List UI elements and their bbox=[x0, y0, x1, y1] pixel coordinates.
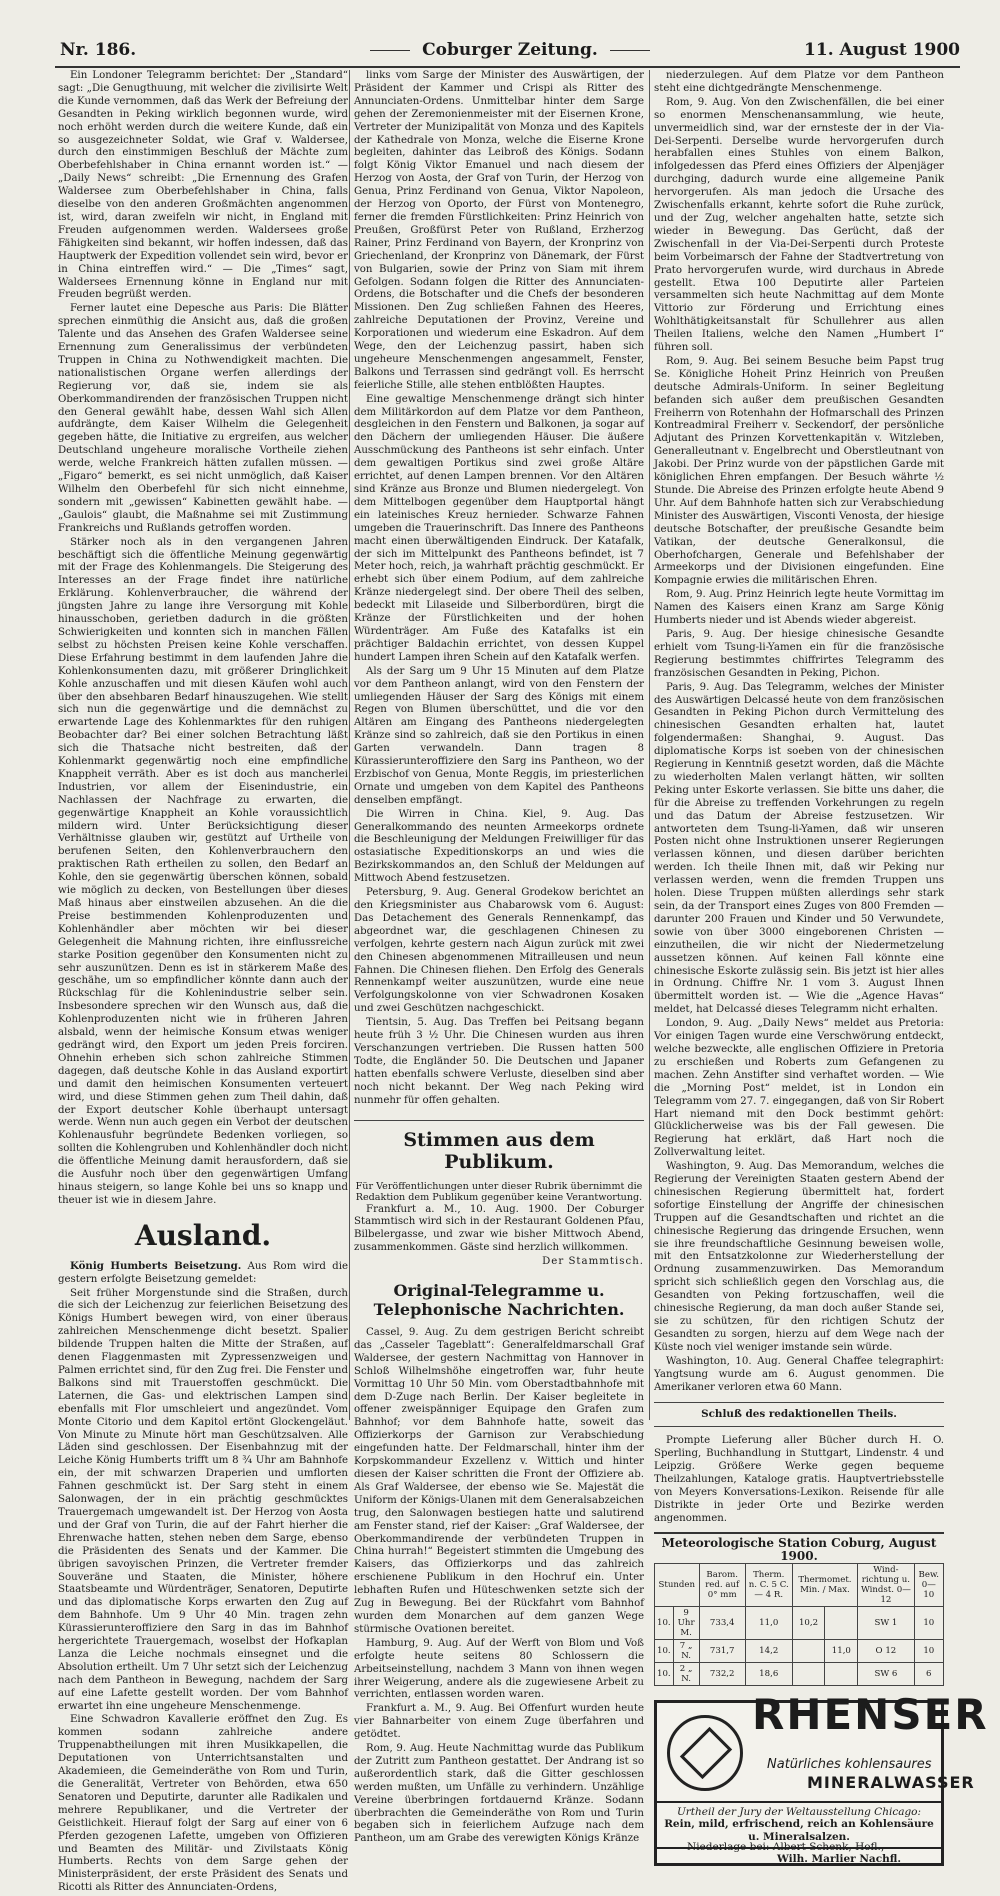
article-paragraph: Eine gewaltige Menschenmenge drängt sich hinter dem Militärkordon auf dem Platze vor dem Pantheon, desgleichen in den Fenstern und Balkonen, ja sogar auf den Dächern der umliegenden Häuser. Die äußere Ausschmückung des Pantheons ist sehr einfach. Unter dem gewaltigen Portikus sind zwei große Altäre errichtet, auf denen Lampen brennen. Vor den Altären sind Kränze aus Bronze und Blumen niedergelegt. Von dem Mittelbogen gegenüber dem Hauptportal hängt ein lateinisches Kreuz hernieder. Schwarze Fahnen umgeben die Trauerinschrift. Das Innere des Pantheons macht einen überwältigenden Eindruck. Der Katafalk, der sich im Mittelpunkt des Pantheons befindet, ist 7 Meter hoch, reich, ja wahrhaft prächtig geschmückt. Er erhebt sich über einem Podium, auf dem zahlreiche Kränze niedergelegt sind. Der obere Theil des selben, bedeckt mit Lilaseide und Silberbordüren, birgt die Kränze der Fürstlichkeiten und der hohen Würdenträger. Am Fuße des Katafalks ist ein prächtiger Baldachin errichtet, von dessen Kuppel hundert Lampen ihren Schein auf den Katafalk werfen. bbox=[354, 393, 644, 663]
weather-table-row bbox=[655, 1639, 944, 1662]
weather-table-cell: 2 „ N. bbox=[673, 1662, 699, 1685]
weather-col-header: Thermomet. Min. / Max. bbox=[792, 1563, 858, 1606]
article-paragraph: Washington, 10. Aug. General Chaffee telegraphirt: Yangtsung wurde am 6. August genommen. Die Amerikaner verloren etwa 60 Mann. bbox=[654, 1355, 944, 1393]
ad-product: MINERALWASSER bbox=[807, 1772, 975, 1792]
weather-table-cell: 10. bbox=[655, 1639, 674, 1662]
article-paragraph: Petersburg, 9. Aug. General Grodekow berichtet an den Kriegsminister aus Chabarowsk vom 6. August: Das Detachement des Generals Rennenkampf, das abgeordnet war, die geschlagenen Chinesen zu verfolgen, kehrte gestern nach Aigun zurück mit zwei den Chinesen abgenommenen Mitrailleusen und neun Fahnen. Die Chinesen fliehen. Den Erfolg des Generals Rennenkampf weiter auszunützen, wurde eine neue Verfolgungskolonne von vier Schwadronen Kosaken und zwei Geschützen nachgeschickt. bbox=[354, 887, 644, 1015]
column-2 bbox=[354, 70, 644, 1847]
article-paragraph bbox=[58, 1260, 348, 1287]
weather-table-cell: 9 Uhr M. bbox=[673, 1606, 699, 1639]
weather-table-title: Meteorologische Station Coburg, August 1900. bbox=[654, 1532, 944, 1563]
weather-table-cell bbox=[792, 1639, 825, 1662]
rubric-disclaimer: Für Veröffentlichungen unter dieser Rubrik übernimmt die Redaktion dem Publikum gegenüber keine Verantwortung. bbox=[355, 1180, 643, 1203]
weather-table-header-row bbox=[655, 1563, 944, 1606]
weather-col-header: Barom. red. auf 0° mm bbox=[699, 1563, 745, 1606]
weather-table-cell: 6 bbox=[914, 1662, 943, 1685]
weather-table-cell: 10,2 bbox=[792, 1606, 825, 1639]
article-paragraph: Rom, 9. Aug. Von den Zwischenfällen, die bei einer so enormen Menschenansammlung, wie heute, unvermeidlich sind, war der ernsteste der in der Via-Dei-Serpenti. Derselbe wurde hervorgerufen durch herabfallen eines Stuhles von einem Balkon, infolgedessen das Pferd eines Offiziers der Alpenjäger durchging, dadurch wurde eine allgemeine Panik hervorgerufen. Als man jedoch die Ursache des Zwischenfalls erkannt, kehrte sofort die Ruhe zurück, und der Zug, welcher angehalten hatte, setzte sich wieder in Bewegung. Das Gerücht, daß der Zwischenfall in der Via-Dei-Serpenti durch Proteste beim Vorbeimarsch der Fahne der Stadtvertretung von Prato hervorgerufen wurde, wird durchaus in Abrede gestellt. Etwa 100 Deputirte aller Parteien versammelten sich heute Nachmittag auf dem Monte Vittorio zur Förderung und Errichtung eines Wohlthätigkeitsanstalt für Schullehrer aus allen Theilen Italiens, welche den Namen „Humbert I“ führen soll. bbox=[654, 96, 944, 354]
weather-table-cell: 10. bbox=[655, 1662, 674, 1685]
editorial-end-notice: Schluß des redaktionellen Theils. bbox=[654, 1402, 944, 1427]
article-paragraph: Washington, 9. Aug. Das Memorandum, welches die Regierung der Vereinigten Staaten gestern Abend der chinesischen Regierung übermittelt hat, fordert sofortige Einstellung der Angriffe der chinesischen Truppen auf die Gesandtschaften und richtet an die chinesische Regierung das dringende Ersuchen, wenn sie ihre freundschaftliche Gesinnung beweisen wolle, mit den Entsatzkolonne zur Wiederherstellung der Ordnung zusammenzuwirken. Das Memorandum spricht sich schließlich gegen den Vorschlag aus, die Gesandten von Peking fortzuschaffen, weil die chinesische Regierung, da man doch außer Stande sei, sie zu schützen, für den richtigen Schutz der Gesandten zu sorgen, hierzu auf dem Wege nach der Küste noch viel weniger imstande sein würde. bbox=[654, 1161, 944, 1353]
weather-table-cell: 731,7 bbox=[699, 1639, 745, 1662]
weather-table-cell bbox=[825, 1606, 858, 1639]
article-paragraph: Paris, 9. Aug. Das Telegramm, welches der Minister des Auswärtigen Delcassé heute von dem französischen Gesandten in Peking Pichon durch Vermittelung des chinesischen Gesandten erhalten hat, lautet folgendermaßen: Shanghai, 9. August. Das diplomatische Korps ist soeben von der chinesischen Regierung in Kenntniß gesetzt worden, daß die Mächte zu wiederholten Malen verlangt hätten, wir sollten Peking unter Eskorte verlassen. Sie bitte uns daher, die für die Abreise zu treffenden Vorkehrungen zu regeln und das Datum der Abreise festzusetzen. Wir antworteten dem Tsung-li-Yamen, daß wir unseren Posten nicht ohne Instruktionen unserer Regierungen verlassen können, und diesen darüber berichten werden. Ich theile Ihnen mit, daß wir Peking nur verlassen werden, wenn die fremden Truppen uns holen. Diese Truppen müßten allerdings sehr stark sein, da der Transport eines Zuges von 800 Fremden — darunter 200 Frauen und Kinder und 50 Verwundete, sowie von über 3000 eingeborenen Christen — einzutheilen, die wir nicht der Niedermetzelung aussetzen können. Auf keinen Fall könnte eine chinesische Eskorte zulässig sein. Bis jetzt ist hier alles in Ordnung. Chiffre Nr. 1 vom 3. August Ihnen übermittelt worden ist. — Wie die „Agence Havas“ meldet, hat Delcassé dieses Telegramm nicht erhalten. bbox=[654, 681, 944, 1016]
article-paragraph: Eine Schwadron Kavallerie eröffnet den Zug. Es kommen sodann zahlreiche andere Truppenabtheilungen mit ihren Musikkapellen, die Deputationen von Unterrichtsanstalten und Akademieen, die Gemeinderäthe von Rom und Turin, die Generalität, Vertreter von Behörden, etwa 650 Senatoren und Deputirte, darunter alle Radikalen und mehrere Republikaner, und die Vertreter der Geistlichkeit. Hierauf folgt der Sarg auf einer von 6 Pferden gezogenen Lafette, umgeben von Offizieren und Beamten des Militär- und Zivilstaats König Humberts. Rechts von dem Sarge gehen der Ministerpräsident, der erste Präsident des Senats und Ricotti als Ritter des Annunciaten-Ordens, bbox=[58, 1714, 348, 1894]
weather-table-cell: 10 bbox=[914, 1606, 943, 1639]
weather-table-cell bbox=[792, 1662, 825, 1685]
weather-col-header: Wind-richtung u. Windst. 0—12 bbox=[858, 1563, 914, 1606]
article-paragraph: Ein Londoner Telegramm berichtet: Der „Standard“ sagt: „Die Genugthuung, mit welcher die zivilisirte Welt die Kunde vernommen, daß das Werk der Befreiung der Gesandten in Peking wirklich begonnen wurde, wird noch erhöht werden durch die weitere Kunde, daß ein so ausgezeichneter Soldat, wie Graf v. Waldersee, durch den einstimmigen Beschluß der Mächte zum Oberbefehlshaber in China ernannt worden ist.“ — „Daily News“ schreibt: „Die Ernennung des Grafen Waldersee zum Oberbefehlshaber in China, falls dieselbe von den anderen Großmächten angenommen ist, wird, daran zweifeln wir nicht, in England mit Freuden aufgenommen werden. Waldersees große Fähigkeiten sind bekannt, wir hoffen indessen, daß das Hauptwerk der Expedition vollendet sein wird, bevor er in China eintreffen wird.“ — Die „Times“ sagt, Waldersees Ernennung könne in England nur mit Freuden begrüßt werden. bbox=[58, 70, 348, 301]
weather-table-body bbox=[655, 1606, 944, 1685]
article-paragraph: Die Wirren in China. Kiel, 9. Aug. Das Generalkommando des neunten Armeekorps ordnete die Beschleunigung der Meldungen Freiwilliger für das ostasiatische Expeditionskorps an und wies die Bezirkskommandos an, den Schluß der Meldungen auf Mittwoch Abend festzusetzen. bbox=[354, 808, 644, 885]
column-1 bbox=[58, 70, 348, 1896]
rhenser-advertisement bbox=[654, 1689, 989, 1866]
weather-table-cell: SW 1 bbox=[858, 1606, 914, 1639]
signature: Der Stammtisch. bbox=[542, 1256, 644, 1268]
column-divider bbox=[649, 70, 650, 1420]
issue-date: 11. August 1900 bbox=[804, 40, 960, 60]
weather-col-header: Stunden bbox=[655, 1563, 700, 1606]
weather-table-cell: SW 6 bbox=[858, 1662, 914, 1685]
section-heading-telegramme: Original-Telegramme u. Telephonische Nachrichten. bbox=[373, 1281, 625, 1320]
article-paragraph: Tientsin, 5. Aug. Das Treffen bei Peitsang begann heute früh 3 ½ Uhr. Die Chinesen wurden aus ihren Verschanzungen vertrieben. Die Russen hatten 500 Todte, die Engländer 50. Die Deutschen und Japaner hatten ebenfalls schwere Verluste, dieselben sind aber noch nicht bekannt. Der Weg nach Peking wird nunmehr für offen gehalten. bbox=[354, 1017, 644, 1106]
weather-col-header: Bew. 0—10 bbox=[914, 1563, 943, 1606]
ad-jury-text: Urtheil der Jury der Weltausstellung Chicago: bbox=[676, 1805, 922, 1818]
article-paragraph: Rom, 9. Aug. Prinz Heinrich legte heute Vormittag im Namen des Kaisers einen Kranz am Sarge König Humberts nieder und ist Abends wieder abgereist. bbox=[654, 589, 944, 627]
ad-subtitle: Natürliches kohlensaures bbox=[767, 1756, 932, 1772]
article-paragraph: London, 9. Aug. „Daily News“ meldet aus Pretoria: Vor einigen Tagen wurde eine Verschwörung entdeckt, welche bezweckte, alle englischen Offiziere in Pretoria zu erschießen und Roberts zum Gefangenen zu machen. Zehn Anstifter sind verhaftet worden. — Wie die „Morning Post“ meldet, ist in London ein Telegramm vom 27. 7. eingegangen, daß von Sir Robert Hart niemand mit den Dock bestimmt gehört: Glücklicherweise was bis der Fall gewesen. Die Regierung hat erklärt, daß Hart noch die Zollverwaltung leitet. bbox=[654, 1018, 944, 1159]
article-paragraph: Ferner lautet eine Depesche aus Paris: Die Blätter sprechen einmüthig die Ansicht aus, daß die großen Talente und das Ansehen des Grafen Waldersee seine Ernennung zum Generalissimus der verbündeten Truppen in China zu Nothwendigkeit machten. Die nationalistischen Organe werfen allerdings der Regierung vor, daß sie, indem sie als Oberkommandirenden der französischen Truppen nicht den General gewählt habe, dessen Wahl sich Allen aufdrängte, dem Kaiser Wilhelm die Gelegenheit gegeben hätte, die Initiative zu ergreifen, aus welcher Deutschland ungeheure moralische Vortheile ziehen werde, welche Frankreich hätten zufallen müssen. — „Figaro“ bemerkt, es sei nicht unmöglich, daß Kaiser Wilhelm den Oberbefehl für sich nicht einnehme, sondern mit „gewissen“ Kabinetten gewählt habe. — „Gaulois“ glaubt, die Maßnahme sei mit Zustimmung Frankreichs und Rußlands getroffen worden. bbox=[58, 303, 348, 534]
article-paragraph: Rom, 9. Aug. Heute Nachmittag wurde das Publikum der Zutritt zum Pantheon gestattet. Der Andrang ist so außerordentlich stark, daß die Gitter geschlossen werden mußten, um Unfälle zu verhindern. Unzählige Vereine überbringen fortdauernd Kränze. Sodann überbrachten die Gemeinderäthe von Rom und Turin begaben sich in feierlichem Aufzuge nach dem Pantheon, um am Grabe des verewigten Königs Kränze bbox=[354, 1743, 644, 1845]
issue-number: Nr. 186. bbox=[60, 40, 137, 60]
masthead bbox=[60, 40, 960, 64]
column-divider bbox=[349, 70, 350, 1420]
advertisement-text: Prompte Lieferung aller Bücher durch H. O. Sperling, Buchhandlung in Stuttgart, Lindenstr. 4 und Leipzig. Größere Werke gegen bequeme Theilzahlungen, Kataloge gratis. Hauptvertriebsstelle von Meyers Konversations-Lexikon. Reisende für alle Distrikte in jeder Orte und Bezirke werden angenommen. bbox=[654, 1435, 944, 1524]
weather-table-cell: 11,0 bbox=[825, 1639, 858, 1662]
weather-table-cell: 732,2 bbox=[699, 1662, 745, 1685]
article-paragraph: Seit früher Morgenstunde sind die Straßen, durch die sich der Leichenzug zur feierlichen Beisetzung des Königs Humbert bewegen wird, von einer überaus zahlreichen Menschenmenge dicht besetzt. Spalier bildende Truppen halten die Mitte der Straßen, auf denen Flaggenmasten mit Zypressenzweigen und Palmen errichtet sind, für den Zug frei. Die Fenster und Balkons sind mit Trauerstoffen geschmückt. Die Laternen, die Gas- und elektrischen Lampen sind ebenfalls mit Flor umschleiert und angezündet. Vom Monte Citorio und dem Kapitol ertönt Glockengeläut. Von Minute zu Minute hört man Geschützsalven. Alle Läden sind geschlossen. Der Eisenbahnzug mit der Leiche König Humberts trifft um 8 ¾ Uhr am Bahnhofe ein, der mit schwarzen Draperien und umflorten Fahnen geschmückt ist. Der Sarg steht in einem Salonwagen, der in ein prächtig geschmücktes Trauergemach umgewandelt ist. Der Herzog von Aosta und der Graf von Turin, die auf der Fahrt hierher die Ehrenwache hatten, stehen neben dem Sarge, ebenso die Präsidenten des Senats und der Kammer. Die übrigen savoyischen Prinzen, die Vertreter fremder Souveräne und Staaten, die Minister, höhere Staatsbeamte und Würdenträger, Senatoren, Deputirte und das diplomatische Korps erwarten den Zug auf dem Bahnhofe. Um 9 Uhr 40 Min. tragen zehn Kürassierunteroffiziere den Sarg in das im Bahnhof hergerichtete Trauergemach, woselbst der Hofkaplan Lanza die Leiche nochmals einsegnet und die Absolution ertheilt. Um 7 Uhr setzt sich der Leichenzug nach dem Pantheon in Bewegung, nachdem der Sarg auf eine Lafette gestellt worden. Der vom Bahnhof erwartet ihn eine ungeheure Menschenmenge. bbox=[58, 1287, 348, 1712]
weather-table-row bbox=[655, 1606, 944, 1639]
weather-table-cell: 11,0 bbox=[745, 1606, 792, 1639]
article-paragraph: Paris, 9. Aug. Der hiesige chinesische Gesandte erhielt vom Tsung-li-Yamen ein für die französische Regierung bestimmtes chiffrirtes Telegramm des französischen Gesandten in Peking, Pichon. bbox=[654, 628, 944, 679]
column-3 bbox=[654, 70, 989, 1866]
article-paragraph: Hamburg, 9. Aug. Auf der Werft von Blom und Voß erfolgte heute seitens 80 Schlossern die Arbeitseinstellung, nachdem 3 Mann von ihnen wegen ihrer Weigerung, andere als die zugewiesene Arbeit zu verrichten, entlassen worden waren. bbox=[354, 1637, 644, 1701]
article-paragraph: Frankfurt a. M., 10. Aug. 1900. Der Coburger Stammtisch wird sich in der Restaurant Goldenen Pfau, Bilbelergasse, und zwar wie bisher Mittwoch Abend, zusammenkommen. Gäste sind herzlich willkommen. bbox=[354, 1203, 644, 1254]
ad-quality-text: Rein, mild, erfrischend, reich an Kohlensäure u. Mineralsalzen. bbox=[664, 1818, 934, 1844]
section-heading-stimmen: Stimmen aus dem Publikum. bbox=[354, 1120, 644, 1173]
rhenser-logo bbox=[667, 1715, 743, 1791]
article-paragraph: Stärker noch als in den vergangenen Jahren beschäftigt sich die öffentliche Meinung gegenwärtig mit der Frage des Kohlenmangels. Die Steigerung des Interesses an der Frage findet ihre natürliche Erklärung. Kohlenverbraucher, die während der jüngsten Jahre zu lange ihre Versorgung mit Kohle hinausschoben, gerietben dadurch in die größten Schwierigkeiten und konnten sich in manchen Fällen selbst zu höchsten Preisen keine Kohle verschaffen. Diese Erfahrung bestimmt in dem laufenden Jahre die Kohlenkonsumenten dazu, mit größerer Dringlichkeit Kohle anzuschaffen und mit diesen Käufen wohl auch über den absehbaren Bedarf hinauszugehen. Wie stellt sich nun die gegenwärtige und die demnächst zu erwartende Lage des Kohlenmarktes für den ruhigen Beobachter dar? Bei einer solchen Betrachtung läßt sich die Thatsache nicht bestreiten, daß der Kohlenmarkt gegenwärtig noch eine empfindliche Knappheit verräth. Aber es ist doch aus mancherlei Industrien, vor allem der Eisenindustrie, ein Nachlassen der Nachfrage zu erwarten, die gegenwärtige Knappheit an Kohle voraussichtlich mildern wird. Unter Berücksichtigung dieser Verhältnisse glauben wir, gestützt auf Urtheile von berufenen Seiten, den Kohlenverbrauchern den praktischen Rath ertheilen zu sollen, den Bedarf an Kohle, den sie gegenwärtig überschen können, sobald wie möglich zu decken, von Bestellungen über dieses Maß hinaus aber einstweilen abzusehen. An die die Preise bestimmenden Kohlenproduzenten und Kohlenhändler aber möchten wir bei dieser Gelegenheit die Mahnung richten, ihre einflussreiche starke Position gegenüber den Konsumenten nicht zu sehr auszunützen. Denn es ist in stärkerem Maße des geschähe, um so empfindlicher könnte dann auch der Rückschlag für die Kohlenindustrie selber sein. Insbesondere sprechen wir den Wunsch aus, daß die Kohlenproduzenten nicht wie in früheren Jahren alsbald, wenn der heimische Konsum etwas weniger gedrängt wird, den Export um jeden Preis forciren. Ohnehin erheben sich schon zahlreiche Stimmen dagegen, daß deutsche Kohle in das Ausland exportirt und damit den heimischen Konsumenten verteuert wird, und diese Stimmen gehen zum Theil dahin, daß der Export deutscher Kohle überhaupt untersagt werde. Wenn nun auch gegen ein Verbot der deutschen Kohlenausfuhr begründete Bedenken vorliegen, so sollten die Kohlengruben und Kohlenhändler doch nicht die öffentliche Meinung damit herausfordern, daß sie die Ausfuhr noch über den gegenwärtigen Umfang hinaus steigern, so lange Kohle bei uns so knapp und theuer ist wie in diesem Jahre. bbox=[58, 536, 348, 1206]
weather-table-cell: 7 „ N. bbox=[673, 1639, 699, 1662]
article-paragraph: Als der Sarg um 9 Uhr 15 Minuten auf dem Platze vor dem Pantheon anlangt, wird von den Fenstern der umliegenden Häuser der Sarg des Königs mit einem Regen von Blumen überschüttet, und die vor den Altären am Eingang des Pantheons niedergelegten Kränze sind so zahlreich, daß sie den Portikus in einen Garten verwandeln. Dann tragen 8 Kürassierunteroffiziere den Sarg ins Pantheon, wo der Erzbischof von Genua, Monte Reggis, im priesterlichen Ornate und umgeben von dem Kapitel des Pantheons denselben empfängt. bbox=[354, 665, 644, 806]
weather-table-cell: 733,4 bbox=[699, 1606, 745, 1639]
ad-depot: Niederlage bei: Albert Schenk, Hofl., bbox=[687, 1840, 885, 1853]
section-heading-ausland: Ausland. bbox=[134, 1218, 272, 1252]
weather-table-cell: 10. bbox=[655, 1606, 674, 1639]
article-paragraph: Rom, 9. Aug. Bei seinem Besuche beim Papst trug Se. Königliche Hoheit Prinz Heinrich von Preußen deutsche Admirals-Uniform. In seiner Begleitung befanden sich außer dem preußischen Gesandten Freiherrn von Rotenhahn der Hofmarschall des Prinzen Kontreadmiral Freiherr v. Seckendorf, der persönliche Adjutant des Prinzen Korvettenkapitän v. Witzleben, Generalleutnant v. Engelbrecht und Oberstleutnant von Jakobi. Der Prinz wurde von der päpstlichen Garde mit königlichen Ehren empfangen. Der Besuch währte ½ Stunde. Die Abreise des Prinzen erfolgte heute Abend 9 Uhr. Auf dem Bahnhofe hatten sich zur Verabschiedung Minister des Auswärtigen, Visconti Venosta, der hiesige deutsche Botschafter, der preußische Gesandte beim Vatikan, der deutsche Generalkonsul, die Oberhofchargen, Generale und Befehlshaber der Armeekorps und der Divisionen eingefunden. Eine Kompagnie erwies die militärischen Ehren. bbox=[654, 355, 944, 587]
weather-table-cell: O 12 bbox=[858, 1639, 914, 1662]
article-intro: Aus Rom wird die gestern erfolgte Beisetzung gemeldet: bbox=[58, 1260, 348, 1285]
article-paragraph: links vom Sarge der Minister des Auswärtigen, der Präsident der Kammer und Crispi als Ritter des Annunciaten-Ordens. Unmittelbar hinter dem Sarge gehen der Zeremonienmeister mit der Eisernen Krone, Vertreter der Munizipalität von Monza und des Kapitels der Kathedrale von Monza, welche die Eiserne Krone begleiten, dahinter das Leibroß des Königs. Sodann folgt König Viktor Emanuel und nach diesem der Herzog von Aosta, der Graf von Turin, der Herzog von Genua, Prinz Ferdinand von Genua, Viktor Napoleon, der Herzog von Oporto, der Fürst von Montenegro, ferner die fremden Fürstlichkeiten: Prinz Heinrich von Preußen, Großfürst Peter von Rußland, Erzherzog Rainer, Prinz Ferdinand von Bayern, der Kronprinz von Griechenland, der Kronprinz von Dänemark, der Fürst von Bulgarien, sowie der Prinz von Siam mit ihrem Gefolgen. Sodann folgen die Ritter des Annunciaten-Ordens, die Botschafter und die Chefs der besonderen Missionen. Den Zug schließen Fahnen des Heeres, zahlreiche Deputationen der Provinz, Vereine und Korporationen und wiederum eine Eskadron. Auf dem Wege, den der Leichenzug passirt, haben sich ungeheure Menschenmengen angesammelt, Fenster, Balkons und Terrassen sind gedrängt voll. Es herrscht feierliche Stille, alle stehen entblößten Hauptes. bbox=[354, 70, 644, 391]
masthead-rule bbox=[55, 66, 960, 68]
article-headline: König Humberts Beisetzung. bbox=[70, 1259, 242, 1272]
weather-table-cell: 18,6 bbox=[745, 1662, 792, 1685]
weather-col-header: Therm. n. C. 5 C. — 4 R. bbox=[745, 1563, 792, 1606]
ad-brand-name: RHENSER bbox=[752, 1689, 989, 1739]
article-paragraph: Frankfurt a. M., 9. Aug. Bei Offenfurt wurden heute vier Bahnarbeiter von einem Zuge überfahren und getödtet. bbox=[354, 1703, 644, 1741]
weather-table-cell bbox=[825, 1662, 858, 1685]
weather-table-row bbox=[655, 1662, 944, 1685]
weather-table bbox=[654, 1563, 944, 1686]
ad-depot-2: Wilh. Marlier Nachfl. bbox=[777, 1852, 902, 1865]
weather-table-cell: 14,2 bbox=[745, 1639, 792, 1662]
weather-table-cell: 10 bbox=[914, 1639, 943, 1662]
newspaper-title: Coburger Zeitung. bbox=[390, 40, 630, 60]
article-paragraph: niederzulegen. Auf dem Platze vor dem Pantheon steht eine dichtgedrängte Menschenmenge. bbox=[654, 70, 944, 94]
article-paragraph: Cassel, 9. Aug. Zu dem gestrigen Bericht schreibt das „Casseler Tageblatt“: Generalfeldmarschall Graf Waldersee, der gestern Nachmittag von Hannover in Schloß Wilhelmshöhe eingetroffen war, fuhr heute Vormittag 10 Uhr 50 Min. vom Oberstadtbahnhofe mit dem D-Zuge nach Berlin. Der Kaiser begleitete in offener zweispänniger Equipage den Grafen zum Bahnhof; vor dem Bahnhofe hatte, soweit das Offizierkorps der Garnison zur Verabschiedung eingefunden hatte. Der Feldmarschall, hinter ihm der Korpskommandeur Exzellenz v. Wittich und hinter diesen der Kaiser schritten die Front der Offiziere ab. Als Graf Waldersee, der ebenso wie Se. Majestät die Uniform der Königs-Ulanen mit dem Generalsabzeichen trug, den Salonwagen bestiegen hatte und salutirend am Fenster stand, rief der Kaiser: „Graf Waldersee, der Oberkommandirende der verbündeten Truppen in China hurrah!“ Begeistert stimmten die Umgebung des Kaisers, das Offizierkorps und das zahlreich erschienene Publikum in den Hochruf ein. Unter lebhaften Rufen und Hüteschwenken setzte sich der Zug in Bewegung. Bei der Rückfahrt vom Bahnhof wurden dem Monarchen auf dem ganzen Wege stürmische Ovationen bereitet. bbox=[354, 1327, 644, 1635]
